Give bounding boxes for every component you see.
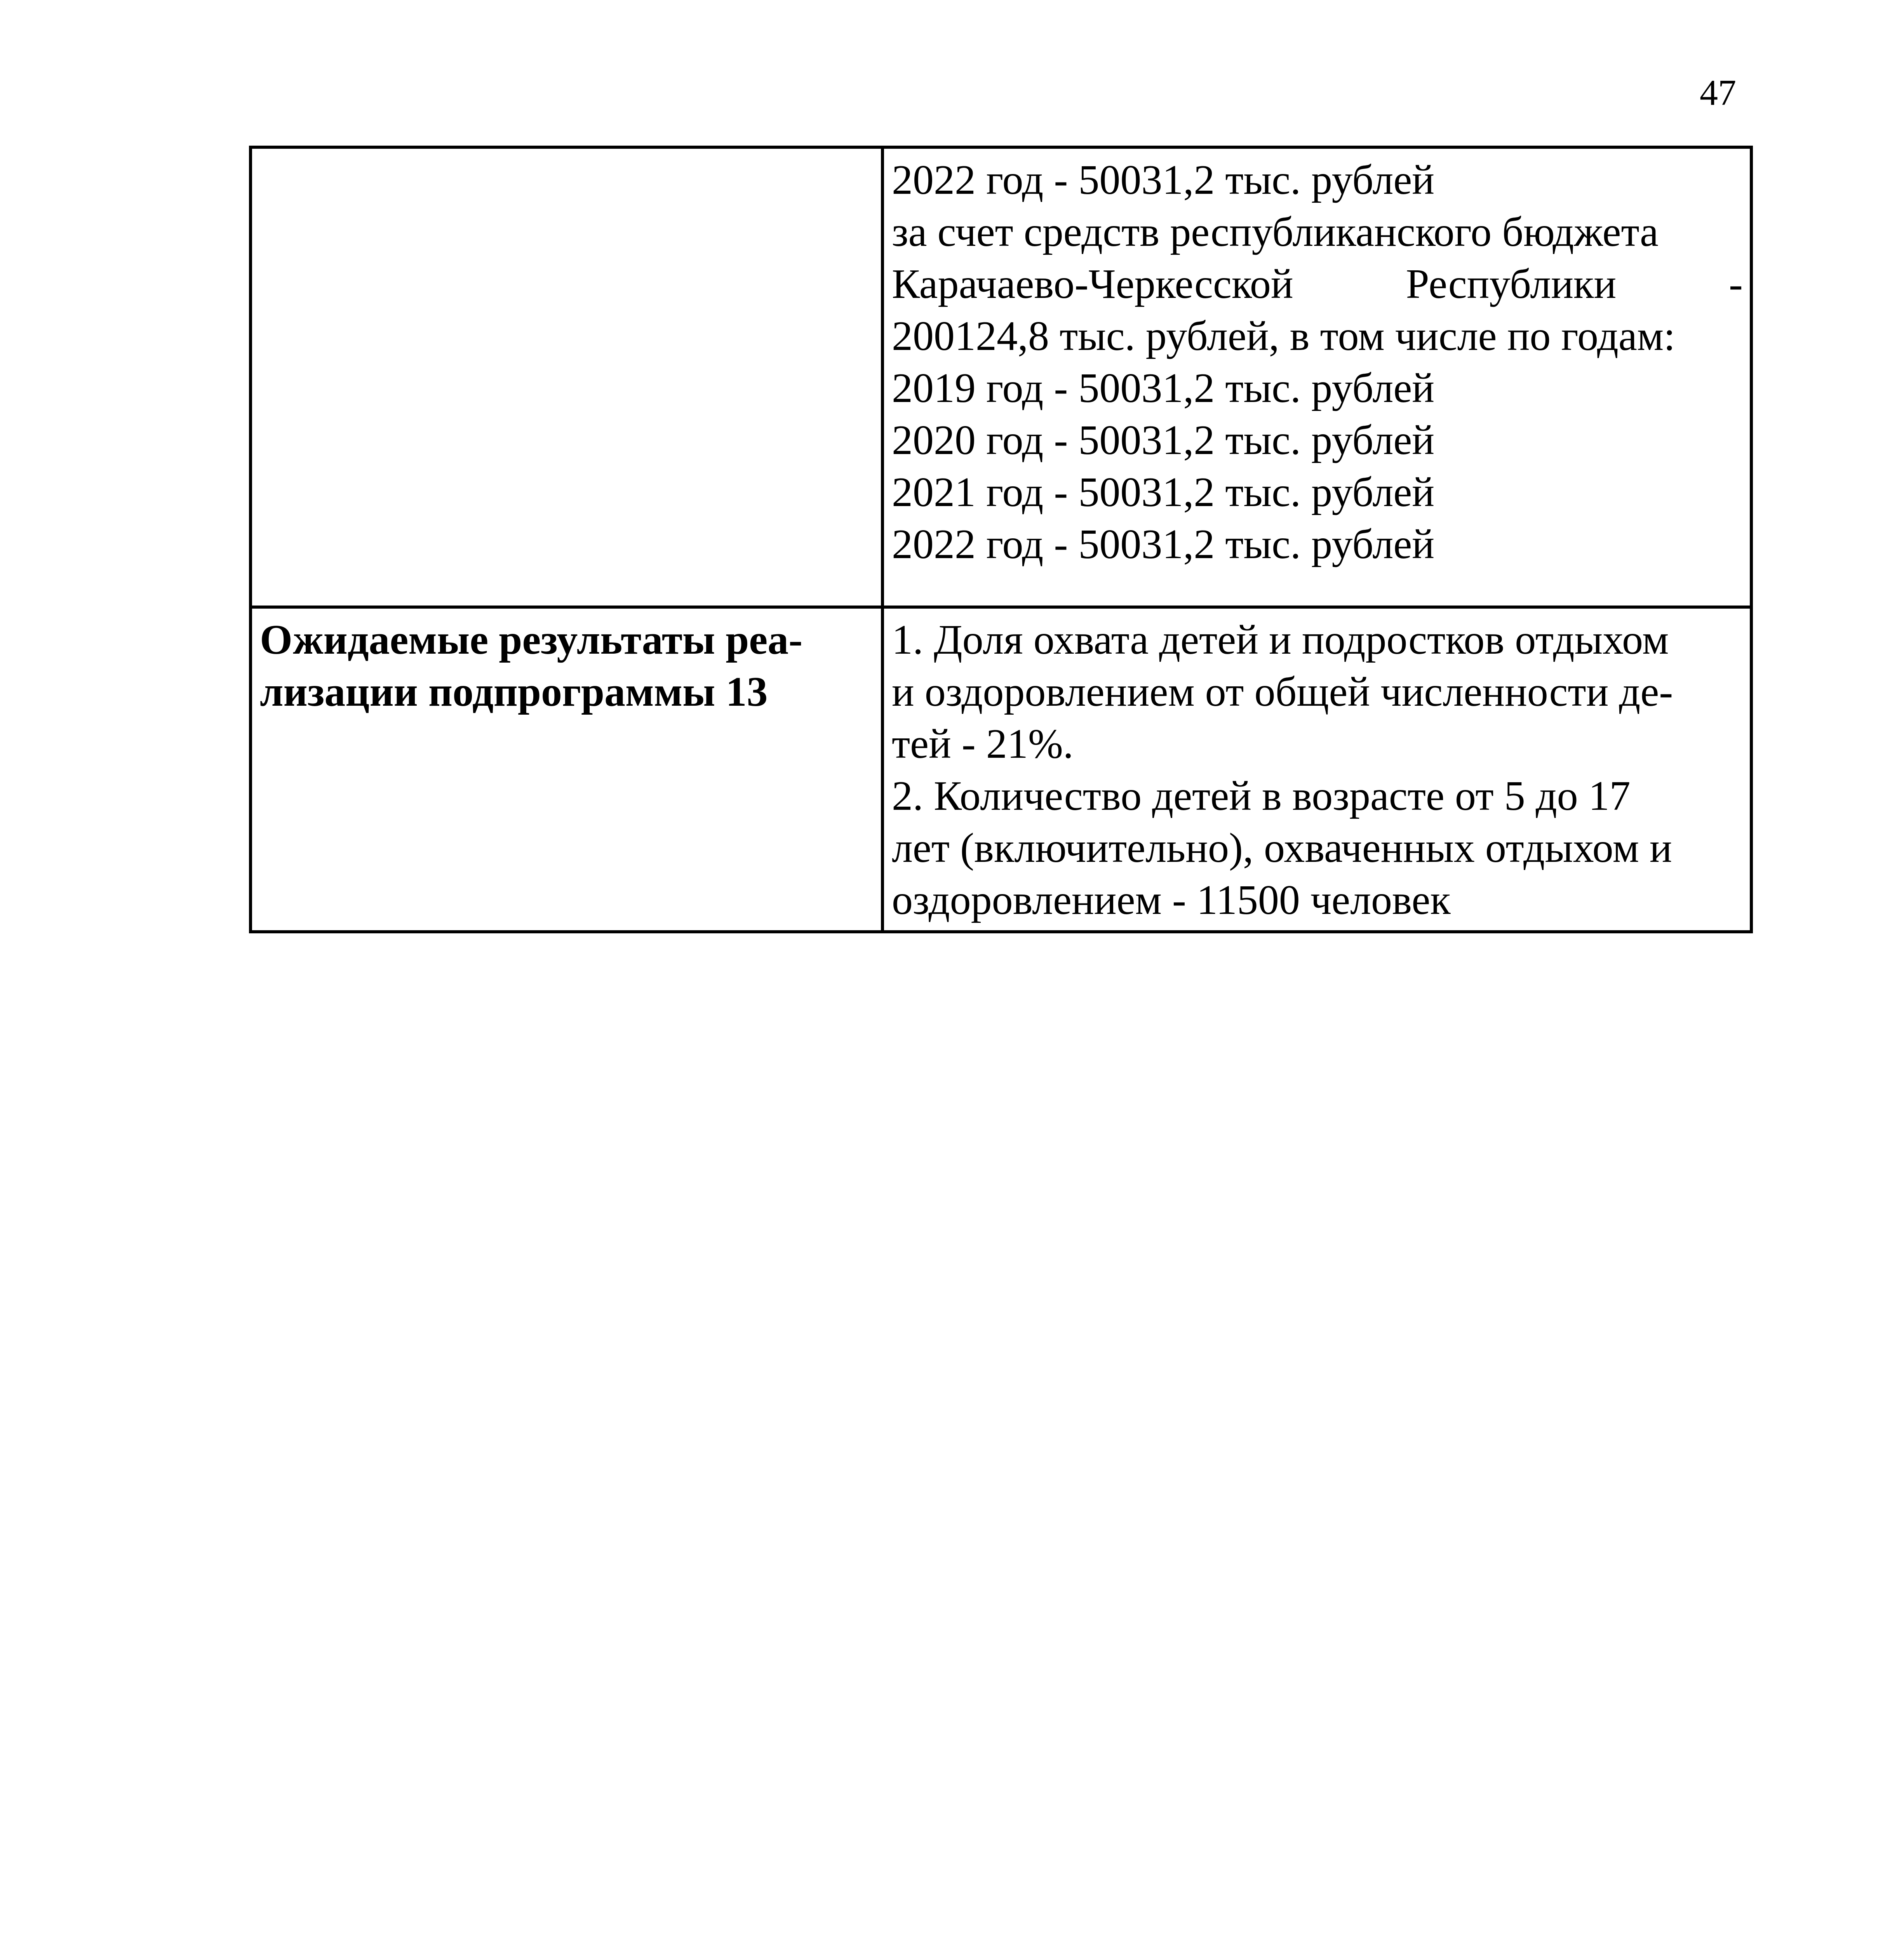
funding-word: Карачаево-Черкесской (891, 261, 1293, 307)
results-label-line: Ожидаемые результаты реа- (260, 617, 803, 663)
results-line: оздоровлением - 11500 человек (891, 877, 1451, 923)
funding-line: 2022 год - 50031,2 тыс. рублей (891, 521, 1435, 567)
results-line: 1. Доля охвата детей и подростков отдыхом (891, 617, 1669, 663)
funding-label-cell (251, 147, 882, 607)
funding-line: 2021 год - 50031,2 тыс. рублей (891, 469, 1435, 515)
funding-line-justified (892, 258, 1743, 310)
results-label-line: лизации подпрограммы 13 (260, 669, 768, 715)
results-label-cell (251, 607, 882, 932)
passport-table (249, 146, 1753, 933)
funding-content-cell (882, 147, 1751, 607)
funding-line: 2022 год - 50031,2 тыс. рублей (891, 157, 1435, 203)
funding-line: 2020 год - 50031,2 тыс. рублей (891, 417, 1435, 463)
results-line: 2. Количество детей в возрасте от 5 до 17 (891, 773, 1631, 819)
funding-word: - (1729, 261, 1743, 307)
funding-line: 2019 год - 50031,2 тыс. рублей (891, 365, 1435, 411)
results-content-cell (882, 607, 1751, 932)
funding-line: 200124,8 тыс. рублей, в том числе по годам: (891, 313, 1676, 359)
table-row-results (251, 607, 1751, 932)
results-line: и оздоровлением от общей численности де- (891, 669, 1673, 715)
page-number: 47 (1700, 73, 1736, 113)
table-row-funding (251, 147, 1751, 607)
funding-line: за счет средств республиканского бюджета (891, 209, 1659, 255)
results-line: лет (включительно), охваченных отдыхом и (891, 825, 1672, 871)
results-line: тей - 21%. (891, 721, 1074, 767)
funding-word: Республики (1406, 261, 1617, 307)
